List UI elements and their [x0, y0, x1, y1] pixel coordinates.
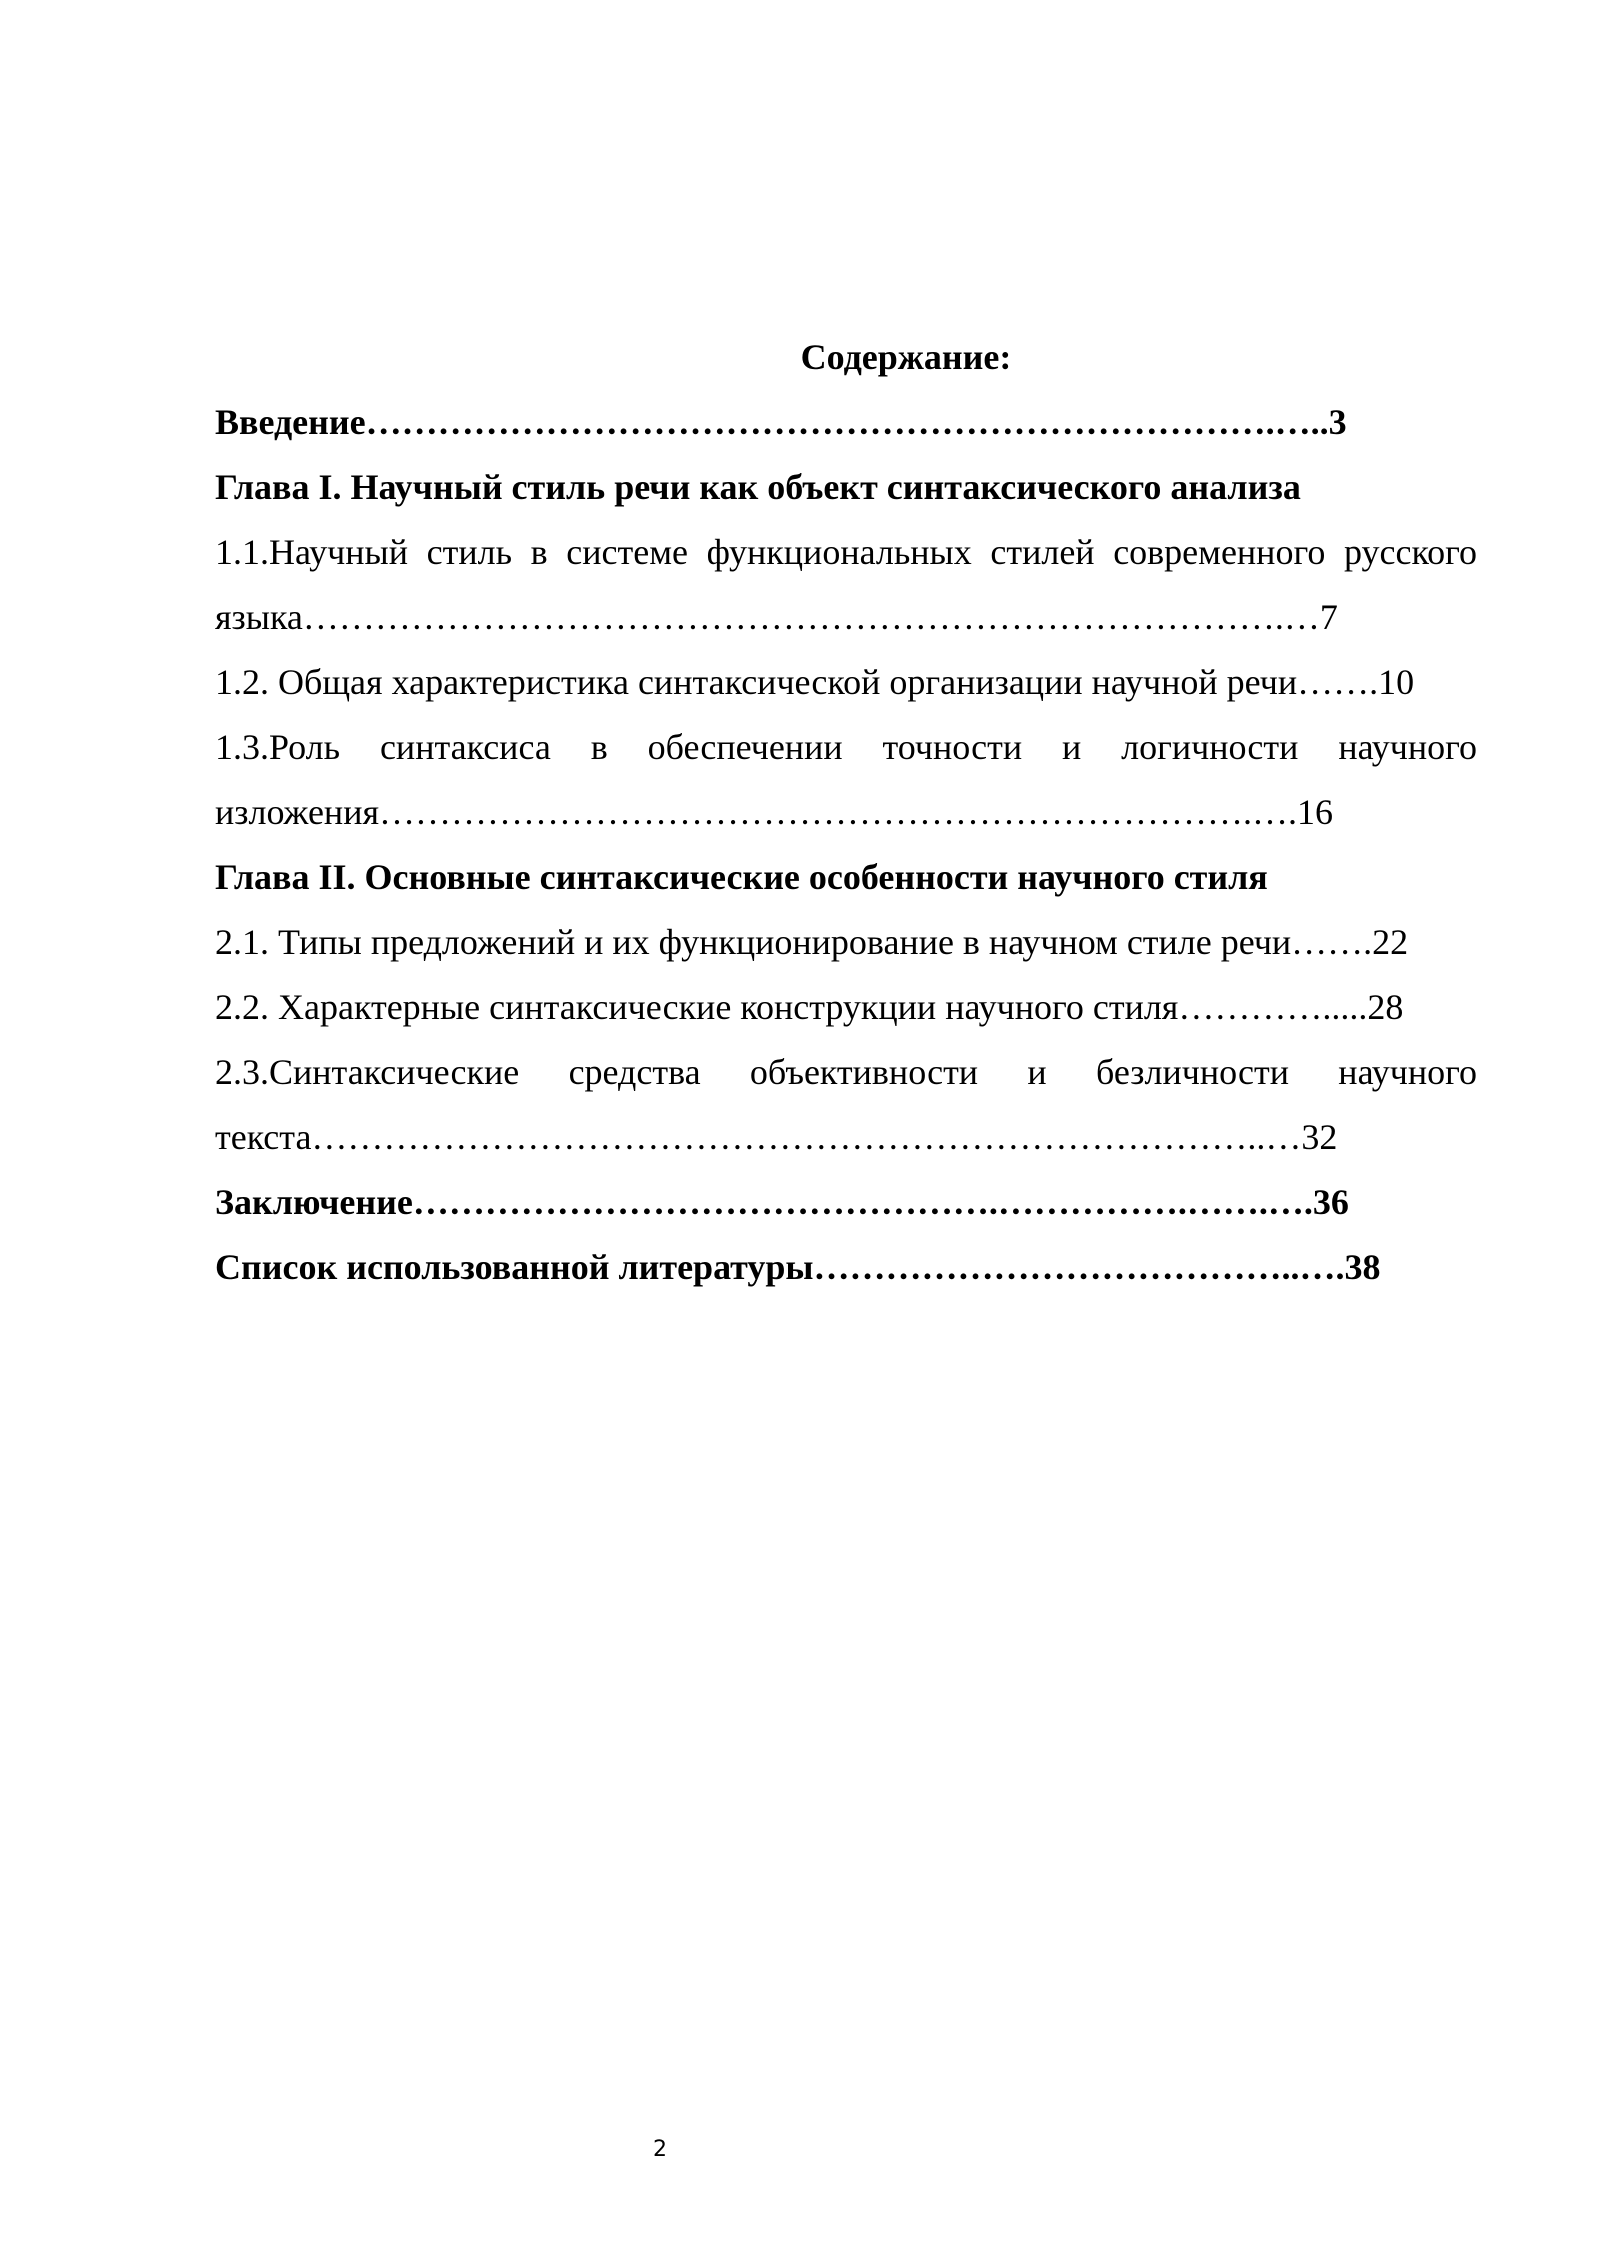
table-of-contents	[215, 325, 1477, 1300]
toc-entry-1-2: 1.2. Общая характеристика синтаксической организации научной речи…….10	[215, 662, 1415, 702]
toc-entry-2-3-line1	[215, 1040, 1477, 1105]
toc-entry-1-3-line2: изложения……………………………………………………………….….16	[215, 792, 1334, 832]
word: системе	[566, 532, 688, 572]
toc-entry-conclusion: Заключение………………………………………….…………….…….….36	[215, 1182, 1349, 1222]
word: стилей	[990, 532, 1095, 572]
word: обеспечении	[647, 727, 843, 767]
word: функциональных	[706, 532, 972, 572]
word: логичности	[1121, 727, 1299, 767]
word: 1.1.Научный	[215, 532, 408, 572]
toc-entry-2-2: 2.2. Характерные синтаксические конструкции научного стиля………….....28	[215, 987, 1404, 1027]
word: в	[590, 727, 608, 767]
word: 2.3.Синтаксические	[215, 1052, 520, 1092]
word: точности	[882, 727, 1023, 767]
word: русского	[1343, 532, 1477, 572]
toc-chapter-2-title: Глава II. Основные синтаксические особенности научного стиля	[215, 857, 1268, 897]
word: безличности	[1096, 1052, 1289, 1092]
word: в	[530, 532, 548, 572]
toc-entry-introduction: Введение………………………………………………………………….…..3	[215, 402, 1347, 442]
word: стиль	[426, 532, 512, 572]
word: и	[1027, 1052, 1047, 1092]
toc-entry-1-1-line1	[215, 520, 1477, 585]
word: объективности	[749, 1052, 979, 1092]
toc-entry-1-3-line1	[215, 715, 1477, 780]
word: и	[1062, 727, 1082, 767]
toc-title: Содержание:	[800, 337, 1012, 377]
word: современного	[1113, 532, 1326, 572]
toc-entry-bibliography: Список использованной литературы…………………………………..….38	[215, 1247, 1381, 1287]
word: средства	[568, 1052, 701, 1092]
word: научного	[1338, 1052, 1477, 1092]
toc-entry-2-3-line2: текста……………………………………………………………………..…32	[215, 1117, 1338, 1157]
word: синтаксиса	[379, 727, 551, 767]
word: научного	[1338, 727, 1477, 767]
page-number: 2	[653, 2137, 667, 2162]
toc-entry-1-1-line2: языка……………………………………………………………………….…7	[215, 597, 1338, 637]
toc-entry-2-1: 2.1. Типы предложений и их функционирование в научном стиле речи…….22	[215, 922, 1409, 962]
word: 1.3.Роль	[215, 727, 341, 767]
toc-chapter-1-title: Глава I. Научный стиль речи как объект синтаксического анализа	[215, 467, 1301, 507]
